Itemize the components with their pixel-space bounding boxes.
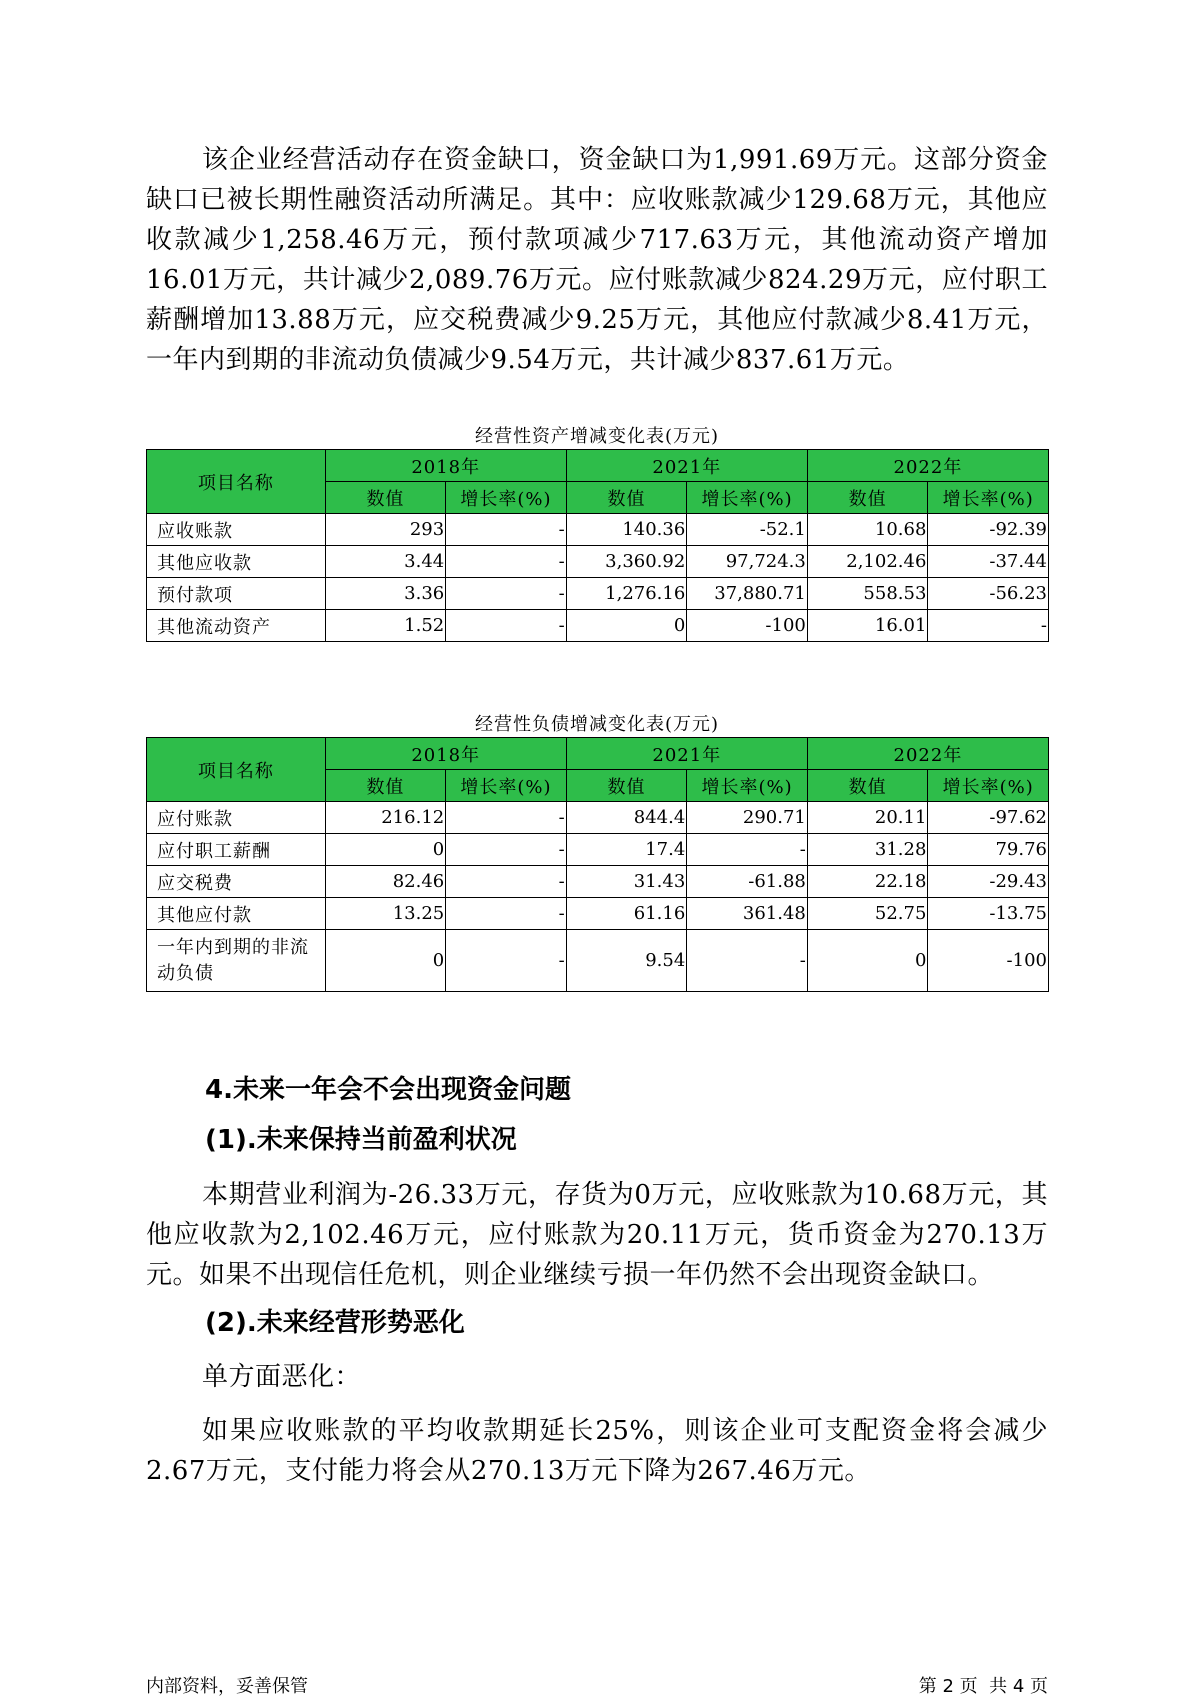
table-row bbox=[147, 898, 1049, 930]
cell: - bbox=[446, 514, 567, 546]
header-value: 数值 bbox=[807, 770, 928, 802]
row-name: 其他应收款 bbox=[147, 546, 326, 578]
cell: 16.01 bbox=[807, 610, 928, 642]
cell: - bbox=[446, 546, 567, 578]
table-row bbox=[147, 866, 1049, 898]
header-value: 数值 bbox=[807, 482, 928, 514]
cell: 0 bbox=[566, 610, 687, 642]
cell: - bbox=[687, 834, 808, 866]
subsection-2-paragraph: 如果应收账款的平均收款期延长25%，则该企业可支配资金将会减少2.67万元，支付能力将会从270.13万元下降为267.46万元。 bbox=[146, 1416, 1048, 1486]
subsection-2-lead: 单方面恶化： bbox=[202, 1362, 362, 1392]
cell: -97.62 bbox=[928, 802, 1049, 834]
header-value: 数值 bbox=[325, 770, 446, 802]
cell: 9.54 bbox=[566, 930, 687, 992]
table-row bbox=[147, 930, 1049, 992]
subsection-1-paragraph: 本期营业利润为-26.33万元，存货为0万元，应收账款为10.68万元，其他应收款为2,102.46万元，应付账款为20.11万元，货币资金为270.13万元。如果不出现信任危机，则企业继续亏损一年仍然不会出现资金缺口。 bbox=[146, 1180, 1048, 1290]
header-value: 数值 bbox=[325, 482, 446, 514]
cell: -100 bbox=[928, 930, 1049, 992]
cell: 1.52 bbox=[325, 610, 446, 642]
cell: 61.16 bbox=[566, 898, 687, 930]
header-year-2018: 2018年 bbox=[325, 450, 566, 482]
cell: - bbox=[446, 930, 567, 992]
assets-table bbox=[146, 449, 1049, 642]
cell: 20.11 bbox=[807, 802, 928, 834]
cell: 0 bbox=[325, 930, 446, 992]
header-rate: 增长率(%) bbox=[928, 482, 1049, 514]
cell: -52.1 bbox=[687, 514, 808, 546]
table-row bbox=[147, 610, 1049, 642]
cell: - bbox=[928, 610, 1049, 642]
cell: 0 bbox=[325, 834, 446, 866]
cell: - bbox=[446, 802, 567, 834]
cell: 293 bbox=[325, 514, 446, 546]
cell: 31.28 bbox=[807, 834, 928, 866]
cell: - bbox=[446, 578, 567, 610]
table-row bbox=[147, 514, 1049, 546]
header-year-2021: 2021年 bbox=[566, 738, 807, 770]
row-name: 其他流动资产 bbox=[147, 610, 326, 642]
header-rate: 增长率(%) bbox=[446, 770, 567, 802]
cell: - bbox=[446, 866, 567, 898]
cell: 31.43 bbox=[566, 866, 687, 898]
header-value: 数值 bbox=[566, 482, 687, 514]
intro-paragraph: 该企业经营活动存在资金缺口，资金缺口为1,991.69万元。这部分资金缺口已被长期性融资活动所满足。其中：应收账款减少129.68万元，其他应收款减少1,258.46万元，预付款项减少717.63万元，其他流动资产增加16.01万元，共计减少2,089.76万元。应付账款减少824.29万元，应付职工薪酬增加13.88万元，应交税费减少9.25万元，其他应付款减少8.41万元，一年内到期的非流动负债减少9.54万元，共计减少837.61万元。 bbox=[146, 145, 1048, 375]
cell: - bbox=[446, 898, 567, 930]
row-name: 一年内到期的非流动负债 bbox=[147, 930, 326, 992]
header-rate: 增长率(%) bbox=[687, 770, 808, 802]
cell: -13.75 bbox=[928, 898, 1049, 930]
subsection-heading-2: (2).未来经营形势恶化 bbox=[205, 1308, 465, 1338]
row-name: 应收账款 bbox=[147, 514, 326, 546]
table-row bbox=[147, 546, 1049, 578]
cell: -56.23 bbox=[928, 578, 1049, 610]
header-year-2018: 2018年 bbox=[325, 738, 566, 770]
header-year-2022: 2022年 bbox=[807, 450, 1048, 482]
cell: -100 bbox=[687, 610, 808, 642]
cell: 216.12 bbox=[325, 802, 446, 834]
cell: 52.75 bbox=[807, 898, 928, 930]
header-item-name: 项目名称 bbox=[147, 450, 326, 514]
cell: -29.43 bbox=[928, 866, 1049, 898]
cell: 79.76 bbox=[928, 834, 1049, 866]
header-rate: 增长率(%) bbox=[446, 482, 567, 514]
cell: 82.46 bbox=[325, 866, 446, 898]
cell: 1,276.16 bbox=[566, 578, 687, 610]
cell: 37,880.71 bbox=[687, 578, 808, 610]
row-name: 预付款项 bbox=[147, 578, 326, 610]
footer-confidential: 内部资料，妥善保管 bbox=[146, 1676, 308, 1697]
cell: 97,724.3 bbox=[687, 546, 808, 578]
cell: - bbox=[446, 610, 567, 642]
cell: 140.36 bbox=[566, 514, 687, 546]
cell: -61.88 bbox=[687, 866, 808, 898]
header-rate: 增长率(%) bbox=[928, 770, 1049, 802]
table-row bbox=[147, 578, 1049, 610]
cell: 290.71 bbox=[687, 802, 808, 834]
cell: 0 bbox=[807, 930, 928, 992]
cell: 2,102.46 bbox=[807, 546, 928, 578]
table-row bbox=[147, 834, 1049, 866]
cell: 3.44 bbox=[325, 546, 446, 578]
row-name: 其他应付款 bbox=[147, 898, 326, 930]
liabilities-table bbox=[146, 737, 1049, 992]
cell: 13.25 bbox=[325, 898, 446, 930]
footer-page-number: 第 2 页 共 4 页 bbox=[918, 1676, 1048, 1697]
header-year-2022: 2022年 bbox=[807, 738, 1048, 770]
cell: - bbox=[687, 930, 808, 992]
cell: 10.68 bbox=[807, 514, 928, 546]
subsection-heading-1: (1).未来保持当前盈利状况 bbox=[205, 1125, 517, 1155]
assets-table-caption: 经营性资产增减变化表(万元) bbox=[474, 426, 720, 447]
cell: 558.53 bbox=[807, 578, 928, 610]
cell: 3,360.92 bbox=[566, 546, 687, 578]
cell: 22.18 bbox=[807, 866, 928, 898]
section-heading: 4.未来一年会不会出现资金问题 bbox=[205, 1075, 571, 1105]
header-item-name: 项目名称 bbox=[147, 738, 326, 802]
cell: - bbox=[446, 834, 567, 866]
row-name: 应付职工薪酬 bbox=[147, 834, 326, 866]
row-name: 应交税费 bbox=[147, 866, 326, 898]
table-row bbox=[147, 802, 1049, 834]
cell: 3.36 bbox=[325, 578, 446, 610]
row-name: 应付账款 bbox=[147, 802, 326, 834]
header-rate: 增长率(%) bbox=[687, 482, 808, 514]
liabilities-table-caption: 经营性负债增减变化表(万元) bbox=[474, 714, 720, 735]
cell: 361.48 bbox=[687, 898, 808, 930]
cell: 17.4 bbox=[566, 834, 687, 866]
cell: -92.39 bbox=[928, 514, 1049, 546]
header-value: 数值 bbox=[566, 770, 687, 802]
cell: -37.44 bbox=[928, 546, 1049, 578]
header-year-2021: 2021年 bbox=[566, 450, 807, 482]
cell: 844.4 bbox=[566, 802, 687, 834]
